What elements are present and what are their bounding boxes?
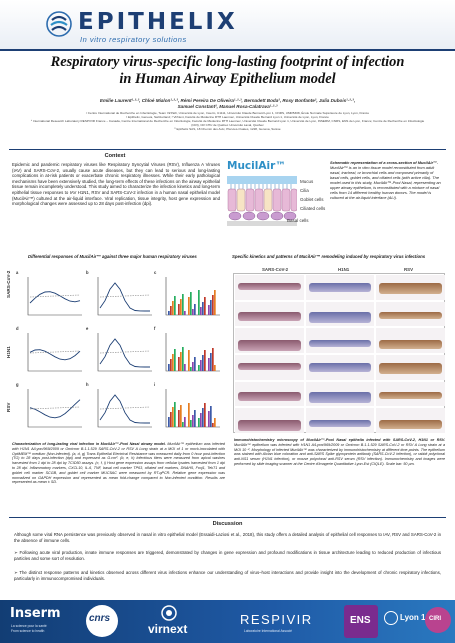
discussion-intro: Although some viral RNA persistence was previously observed in nasal in vitro epithelial model (Essaidi-Laziosi et al., 2018), this study offers a detailed analysis of epithelial cell responses to IAV, RSV and SARS-CoV-2 in the absence of immune cells. xyxy=(14,532,441,543)
panel-letter: h xyxy=(86,382,89,387)
histology-section xyxy=(376,382,445,407)
header-divider xyxy=(0,49,455,51)
respivir-tagline: Laboratoire International Associé xyxy=(244,629,293,633)
histology-section xyxy=(376,408,445,433)
histology-section xyxy=(376,302,445,327)
tissue-layer xyxy=(238,283,301,290)
panel-letter: f xyxy=(154,326,156,331)
histology-section xyxy=(235,328,304,353)
epithelix-logo-icon xyxy=(46,11,72,37)
kinetics-chart-thumbnail xyxy=(22,329,84,377)
context-heading: Context xyxy=(104,153,126,159)
label-cilia: Cilia xyxy=(300,188,309,193)
histology-section xyxy=(376,355,445,380)
panel-letter: a xyxy=(16,270,19,275)
row-label-rsv: RSV xyxy=(6,402,11,412)
right-caption-bold: Immunohistochemistry microscopy of MucilAir™-Pool Nasal epithelia infected with SARS-CoV-2, H1N1 or RSV. xyxy=(234,438,445,442)
schematic-description-body: MucilAir™ is an in vitro tissue model reconstituted from adult nasal, tracheal, or bronchial cells and composed primarily of basal cells, goblet cells, and ciliated cells (with active cilia). The model used in this study, MucilAir™-Pool Nasal, representing an upper airway epithelium, is reconstituted with a mixture of nasal cells from 14 different healthy human donors. The model is cultured at the air-liquid interface (ALI). xyxy=(330,165,441,200)
panel-letter: d xyxy=(16,326,19,331)
tissue-layer xyxy=(379,420,442,429)
right-panel-caption xyxy=(234,438,445,467)
tissue-layer xyxy=(309,392,372,403)
tissue-layer xyxy=(238,340,301,351)
histology-section xyxy=(376,328,445,353)
row-label-h1n1: H1N1 xyxy=(6,346,11,358)
mucilair-brand: MucilAir™ xyxy=(227,160,286,172)
virnext-logo: virnext xyxy=(148,622,188,636)
authors-line-2: Samuel Constant², Manuel Rosa-Calatrava¹·²·³ xyxy=(177,104,278,109)
section-divider xyxy=(9,517,446,518)
mucilair-schematic xyxy=(227,160,329,228)
row-label-sars: SARS-CoV-2 xyxy=(6,270,11,298)
schematic-description-bold: Schematic representation of a cross-section of MucilAir™. xyxy=(330,160,439,165)
left-panel-title: Differential responses of MucilAir™ against three major human respiratory viruses xyxy=(28,254,197,259)
tissue-layer xyxy=(379,340,442,349)
panel-letter: e xyxy=(86,326,89,331)
label-ciliated-cells: Ciliated cells xyxy=(300,206,326,211)
label-basal-cells: Basal cells xyxy=(287,218,309,223)
lyon1-logo-icon xyxy=(384,611,398,625)
panel-letter: i xyxy=(154,382,156,387)
kinetics-chart-thumbnail xyxy=(160,385,222,433)
histology-section xyxy=(306,355,375,380)
respivir-logo: RESPIVIR xyxy=(240,612,313,627)
kinetics-chart-thumbnail xyxy=(160,329,222,377)
discussion-bullet-2: ➢ The distinct response patterns and kinetics observed across different virus infections enhance our understanding of virus–host interactions and provide insight into the development of chronic respiratory infections, particularly in immunocompromised individuals. xyxy=(14,570,441,581)
left-caption-body: MucilAir™ epithelium was infected with H1N1 A/Lyon/969/2009 or Omicron B.1.1.529 SARS-CoV-2 or RSV A Long strain at a MOI of 1 or mock-inoculated with OptiMEM™ medium (Non-infected). (a, d, g) Trans Epithelial Electrical Resistance was measured daily from 0 hour post-infection (TO) to 28 days post-infection (dpi) and expressed as Ω.cm². (b, e, h) Infectious titers were measured from apical washes harvested from 1 dpi to 28 dpi by TCID50 assays. (c, f, i) Host gene expression assays from cellular lysates harvested from 1 dpi to 28 dpi. Inflammatory markers, CXCL10, IL-6, TNF, basal cell marker TP63, ciliated cell markers, DNAH5, Foxj1, TekT1 and goblet cell marker SCGB, and goblet cell marker MUC5AC were measured by RT-qPCR. Relative gene expression was normalized on GAPDH expression and represented as mean fold-change compared to Non-infected condition. Results are represented as mean ± SD. xyxy=(12,442,225,485)
kinetics-chart-thumbnail xyxy=(22,273,84,321)
histology-section xyxy=(306,302,375,327)
column-label-sars: SARS-CoV-2 xyxy=(262,267,289,272)
inserm-tagline: La science pour la santé xyxy=(11,624,47,628)
panel-letter: b xyxy=(86,270,89,275)
tissue-layer xyxy=(309,312,372,323)
histology-section xyxy=(376,275,445,300)
panel-letter: g xyxy=(16,382,19,387)
cnrs-logo: cnrs xyxy=(89,613,111,624)
discussion-heading: Discussion xyxy=(212,521,243,527)
panel-letter: c xyxy=(154,270,157,275)
inserm-tagline-en: From science to health xyxy=(11,629,45,633)
lyon1-logo: Lyon 1 xyxy=(400,613,426,622)
histology-section xyxy=(235,275,304,300)
tissue-layer xyxy=(379,392,442,399)
histology-section xyxy=(306,275,375,300)
affiliation-line: ¹ Centre International de Recherche en Infectiologie, Team VirPath, Université de Lyon, Inserm, U1111, Université Claude Bernard Lyon 1, CNRS, UMR5308, École Normale Supérieure de Lyon, Lyon, France xyxy=(85,111,370,115)
left-panel-caption xyxy=(12,442,225,485)
kinetics-chart-thumbnail xyxy=(22,385,84,433)
histology-section xyxy=(306,408,375,433)
tissue-layer xyxy=(309,283,372,292)
histology-section xyxy=(306,328,375,353)
ens-logo: ENS xyxy=(350,615,371,626)
authors xyxy=(20,98,435,110)
kinetics-chart-thumbnail xyxy=(92,273,154,321)
right-panel-title: Specific kinetics and patterns of MucilAir™ remodeling induced by respiratory virus infections xyxy=(232,254,426,259)
histology-section xyxy=(235,302,304,327)
tissue-layer xyxy=(238,392,301,401)
kinetics-chart-thumbnail xyxy=(92,385,154,433)
kinetics-chart-thumbnail xyxy=(92,329,154,377)
virnext-logo-icon xyxy=(160,604,178,622)
tissue-layer xyxy=(238,363,301,370)
title-line-1: Respiratory virus-specific long-lasting footprint of infection xyxy=(50,54,405,70)
histology-section xyxy=(235,382,304,407)
tissue-layer xyxy=(379,363,442,374)
tissue-layer xyxy=(379,283,442,294)
right-caption-body: MucilAir™ epithelium was infected with H1N1 A/Lyon/969/2009 or Omicron B.1.1.529 SARS-CoV-2 or RSV A Long strain at a MOI 10⁻². Morphology of infected MucilAir™ was characterized by immunohistochemistry at different time-points. The epithelium was stained with Alcian blue coloration and anti-SARS Spike glycoprotein antibody (SARS-CoV-2 infection), or rabbit polyclonal anti-NS1 serum (H1N1 infection), or mouse polyclonal anti-RSV serum (RSV infection). Immunochemistry and images were performed by slide imaging scanner at the Centre d'Imagerie Quantitative Lyon-Est (CIQLE). Scale bar: 50 µm. xyxy=(234,442,445,466)
histology-grid xyxy=(233,273,445,433)
kinetics-chart-thumbnail xyxy=(160,273,222,321)
tissue-layer xyxy=(309,363,372,372)
column-label-rsv: RSV xyxy=(404,267,414,272)
label-mucus: Mucus xyxy=(300,179,314,184)
label-goblet-cells: Goblet cells xyxy=(300,197,324,202)
poster-header xyxy=(0,0,455,50)
schematic-description xyxy=(330,160,442,200)
affiliation-line: ⁴ International Research Laboratory RESPIVIR France – Canada, Centre International de Recherche en Infectiologie, Faculté de Médecine RTH Laennec, Université Claude Bernard Lyon 1, Université de Lyon, INSERM, CNRS, ENS de Lyon, France; Centre de Recherche en Infectiologie xyxy=(30,119,425,124)
poster-title xyxy=(10,54,445,88)
affiliation-line: (CRI), CR CHU de Québec Université Laval, Québec xyxy=(191,123,264,128)
histology-section xyxy=(235,355,304,380)
discussion-bullet-1: ➢ Following acute viral production, innate immune responses are triggered, demonstrated by changes in gene expression and profound modifications in tissue architecture leading to reduced production of infectious particles and some sort of resolution. xyxy=(14,550,441,561)
affiliations xyxy=(20,111,435,131)
tissue-layer xyxy=(238,312,301,321)
histology-section xyxy=(306,382,375,407)
affiliation-line: ⁵ Epithelix SAS, 18 Chemin des Aulx, Plan-les-Ouates, 1228, Geneva, Suisse xyxy=(174,127,281,132)
tissue-layer xyxy=(238,420,301,431)
tissue-layer xyxy=(309,340,372,347)
inserm-logo: Inserm xyxy=(10,606,61,621)
section-divider xyxy=(9,149,446,150)
brand-tagline: In vitro respiratory solutions xyxy=(80,35,187,44)
ciri-logo: CIRI xyxy=(429,616,441,622)
discussion-bullet-text: Following acute viral production, innate immune responses are triggered, demonstrated by changes in gene expression and profound modifications in tissue architecture leading to reduced production of infectious particles and some sort of resolution. xyxy=(14,550,441,561)
column-label-h1n1: H1N1 xyxy=(338,267,350,272)
affiliation-line: ² Epithelix, Geneva, Switzerland; ³ VirNext, Faculté de Médecine RTH Laennec, Université Claude Bernard Lyon 1, Université de Lyon, Lyon, France xyxy=(126,115,329,120)
left-caption-bold: Characterization of long-lasting viral infection in MucilAir™-Pool Nasal airway model. xyxy=(12,442,166,446)
tissue-layer xyxy=(309,420,372,427)
tissue-layer xyxy=(379,312,442,319)
context-text: Epidemic and pandemic respiratory viruses like Respiratory Syncytial Viruses (RSV), Influenza A Viruses (IAV) and SARS-CoV-2, usually cause acute diseases, but they can lead to serious and long-lasting complications in at-risk patients or exacerbate chronic respiratory illnesses. While their early pathological mechanisms have been extensively studied, the long-term effects of these infections on the airway epithelial tissue remain incompletely understood. This study aimed to characterize the infection kinetics and long-term epithelial tissue responses to IAV H1N1, RSV and SARS-CoV-2 infection in a human nasal epithelial model (MucilAir™) cultured at the air-liquid interface. Viral replication, tissue integrity, host gene expression and morphological changes were assessed up to 28 days post-infection (dpi). xyxy=(12,162,220,207)
discussion-bullet-text: The distinct response patterns and kinetics observed across different virus infections enhance our understanding of virus–host interactions and provide insight into the development of chronic respiratory infections, particularly in immunocompromised individuals. xyxy=(14,570,441,581)
brand-name: EPITHELIX xyxy=(78,9,238,35)
title-line-2: in Human Airway Epithelium model xyxy=(119,71,336,87)
sponsor-footer xyxy=(0,600,455,643)
authors-line-1: Emilie Laurent¹·²·³, Chloé Mialon¹·²·³, Rémi Pereira De Oliveira¹·²·³, Bernadett Boda², Roxy Bonfante², Julia Dubois¹·²·³, xyxy=(99,98,356,103)
histology-section xyxy=(235,408,304,433)
